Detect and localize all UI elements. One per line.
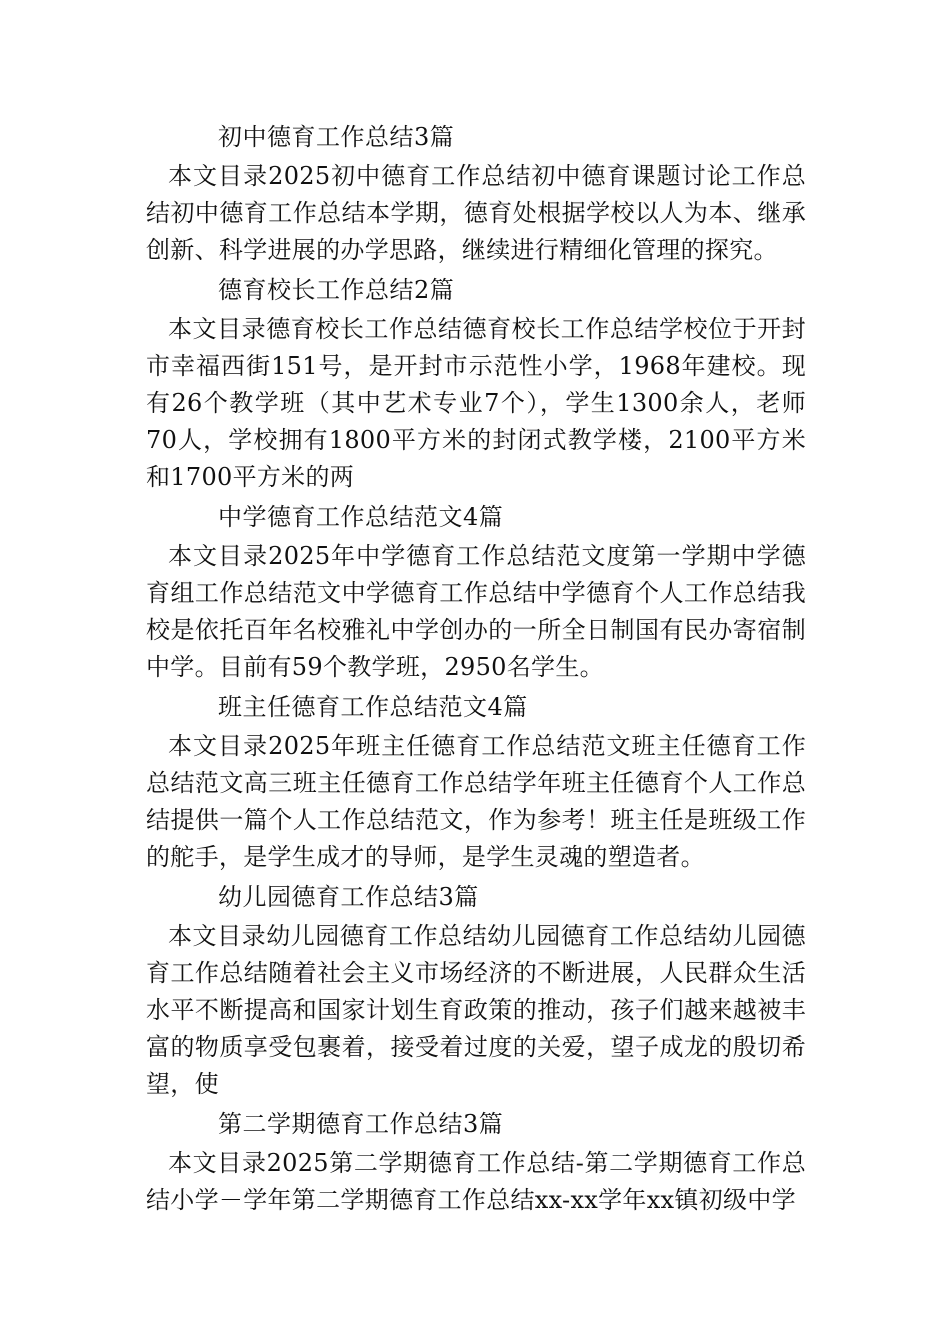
article-title: 第二学期德育工作总结3篇 <box>218 1110 504 1138</box>
article-summary: 本文目录幼儿园德育工作总结幼儿园德育工作总结幼儿园德育工作总结随着社会主义市场经济的不断进展，人民群众生活水平不断提高和国家计划生育政策的推动，孩子们越来越被丰富的物质享受包裹着，接受着过度的关爱，望子成龙的殷切希望，使 <box>146 922 806 1098</box>
article-entry <box>146 118 806 269</box>
article-list <box>146 118 806 1221</box>
article-title: 初中德育工作总结3篇 <box>218 123 455 151</box>
article-summary: 本文目录2025第二学期德育工作总结-第二学期德育工作总结小学－学年第二学期德育工作总结xx-xx学年xx镇初级中学 <box>146 1149 806 1214</box>
article-summary: 本文目录2025年中学德育工作总结范文度第一学期中学德育组工作总结范文中学德育工作总结中学德育个人工作总结我校是依托百年名校雅礼中学创办的一所全日制国有民办寄宿制中学。目前有59个教学班，2950名学生。 <box>146 542 806 681</box>
article-title: 班主任德育工作总结范文4篇 <box>218 693 528 721</box>
article-entry <box>146 498 806 686</box>
article-entry <box>146 688 806 876</box>
article-title: 中学德育工作总结范文4篇 <box>218 503 504 531</box>
article-title: 幼儿园德育工作总结3篇 <box>218 883 479 911</box>
article-entry <box>146 878 806 1103</box>
article-summary: 本文目录德育校长工作总结德育校长工作总结学校位于开封市幸福西街151号，是开封市示范性小学，1968年建校。现有26个教学班（其中艺术专业7个），学生1300余人，老师70人，学校拥有1800平方米的封闭式教学楼，2100平方米和1700平方米的两 <box>146 315 806 491</box>
article-entry <box>146 1105 806 1219</box>
article-summary: 本文目录2025初中德育工作总结初中德育课题讨论工作总结初中德育工作总结本学期，德育处根据学校以人为本、继承创新、科学进展的办学思路，继续进行精细化管理的探究。 <box>146 162 806 264</box>
article-summary: 本文目录2025年班主任德育工作总结范文班主任德育工作总结范文高三班主任德育工作总结学年班主任德育个人工作总结提供一篇个人工作总结范文，作为参考！班主任是班级工作的舵手，是学生成才的导师，是学生灵魂的塑造者。 <box>146 732 806 871</box>
article-entry <box>146 271 806 496</box>
article-title: 德育校长工作总结2篇 <box>218 276 455 304</box>
